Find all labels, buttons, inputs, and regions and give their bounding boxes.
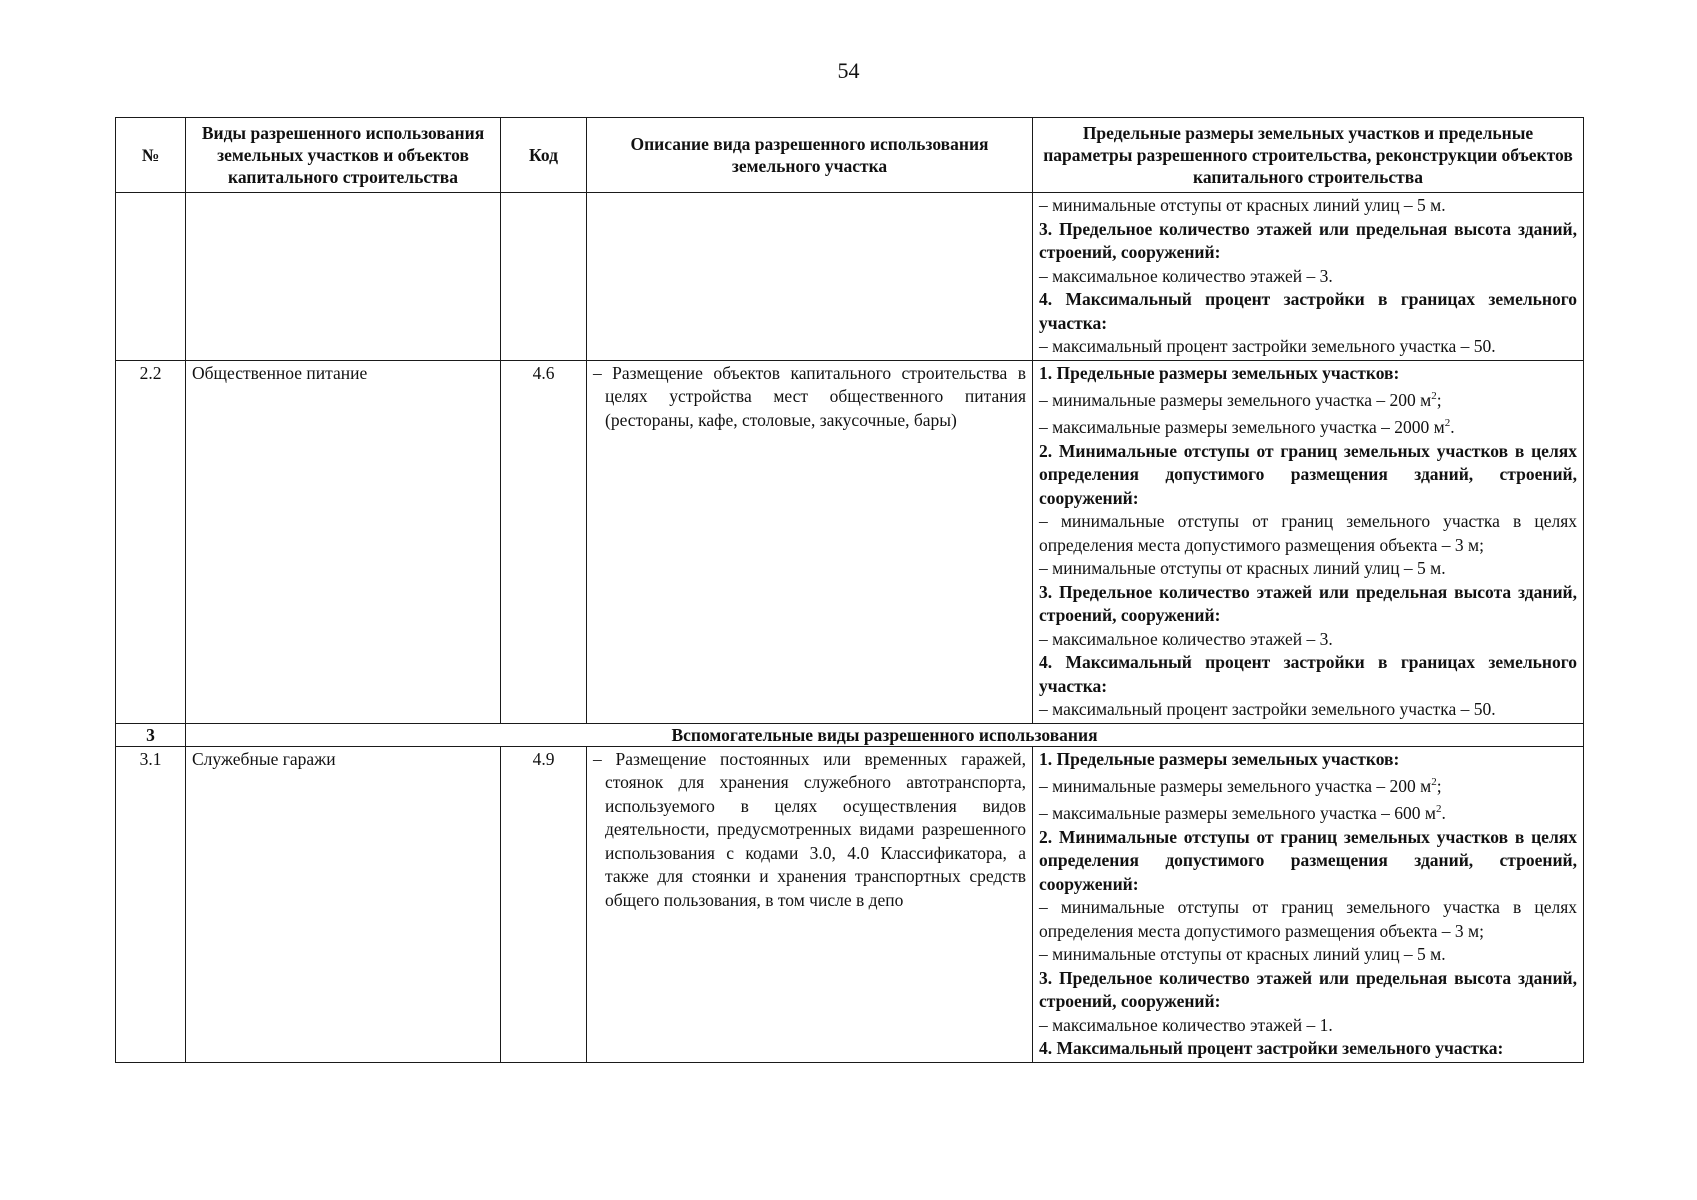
param-text: – максимальный процент застройки земельного участка – 50. — [1039, 336, 1496, 356]
cell-params — [1033, 193, 1584, 361]
cell-description — [587, 360, 1033, 723]
param-item — [1039, 943, 1577, 967]
param-text: 3. Предельное количество этажей или предельная высота зданий, строений, сооружений: — [1039, 581, 1577, 626]
param-text: – максимальное количество этажей – 3. — [1039, 628, 1333, 649]
description-text: – Размещение постоянных или временных гаражей, стоянок для хранения служебного автотранспорта, используемого в целях осуществления видов деятельности, предусмотренных видами разрешенного использования с кодами 3.0, 4.0 Классификатора, а также для стоянки и хранения транспортных средств общего пользования, в том числе в депо — [593, 748, 1026, 910]
header-types: Виды разрешенного использования земельных участков и объектов капитального строительства — [186, 118, 501, 193]
param-item — [1039, 557, 1577, 581]
param-text: – минимальные размеры земельного участка – 200 м — [1039, 389, 1432, 410]
cell-name: Общественное питание — [186, 360, 501, 723]
param-heading — [1039, 1037, 1577, 1061]
param-heading — [1039, 651, 1577, 698]
param-text: – минимальные отступы от красных линий улиц – 5 м. — [1039, 944, 1446, 965]
param-punctuation: . — [1450, 417, 1455, 438]
table-row-continued — [116, 193, 1584, 361]
param-heading — [1039, 748, 1577, 772]
header-no: № — [116, 118, 186, 193]
param-heading — [1039, 581, 1577, 628]
cell-params — [1033, 360, 1584, 723]
param-item — [1039, 896, 1577, 943]
land-use-table — [115, 117, 1584, 1063]
cell-name — [186, 193, 501, 361]
section-title: Вспомогательные виды разрешенного использования — [186, 723, 1584, 746]
param-text: 2. Минимальные отступы от границ земельных участков в целях определения допустимого размещения зданий, строений, сооружений: — [1039, 440, 1577, 508]
header-params: Предельные размеры земельных участков и предельные параметры разрешенного строительства, реконструкции объектов капитального строительства — [1033, 118, 1584, 193]
param-item — [1039, 335, 1577, 359]
cell-no: 2.2 — [116, 360, 186, 723]
param-text: – максимальный процент застройки земельного участка – 50. — [1039, 699, 1496, 720]
section-row-3 — [116, 723, 1584, 746]
param-text: – максимальное количество этажей – 1. — [1039, 1014, 1333, 1035]
cell-no: 3.1 — [116, 746, 186, 1062]
param-heading — [1039, 440, 1577, 511]
table-row-3-1 — [116, 746, 1584, 1062]
cell-params — [1033, 746, 1584, 1062]
section-no: 3 — [116, 723, 186, 746]
param-text: – минимальные отступы от границ земельного участка в целях определения места допустимого размещения объекта – 3 м; — [1039, 897, 1577, 941]
param-superscript: 2 — [1431, 776, 1437, 789]
cell-code: 4.9 — [501, 746, 587, 1062]
param-text: 3. Предельное количество этажей или предельная высота зданий, строений, сооружений: — [1039, 218, 1577, 262]
param-heading — [1039, 218, 1577, 265]
param-item — [1039, 798, 1577, 825]
param-punctuation: . — [1441, 803, 1446, 824]
cell-description — [587, 193, 1033, 361]
table-header-row — [116, 118, 1584, 193]
param-text: – минимальные отступы от границ земельного участка в целях определения места допустимого размещения объекта – 3 м; — [1039, 511, 1577, 555]
param-superscript: 2 — [1431, 390, 1437, 402]
param-text: 4. Максимальный процент застройки в границах земельного участка: — [1039, 289, 1577, 333]
param-heading — [1039, 362, 1577, 386]
param-item — [1039, 265, 1577, 289]
param-text: 4. Максимальный процент застройки земельного участка: — [1039, 1038, 1504, 1059]
param-text: – минимальные размеры земельного участка – 200 м — [1039, 775, 1432, 796]
page-number: 54 — [837, 58, 860, 83]
param-text: 3. Предельное количество этажей или предельная высота зданий, строений, сооружений: — [1039, 967, 1577, 1012]
param-text: 4. Максимальный процент застройки в границах земельного участка: — [1039, 652, 1577, 696]
param-superscript: 2 — [1444, 417, 1451, 430]
param-heading — [1039, 826, 1577, 897]
param-item — [1039, 385, 1577, 412]
param-text: 1. Предельные размеры земельных участков: — [1039, 362, 1400, 383]
param-item — [1039, 510, 1577, 557]
param-text: – максимальные размеры земельного участка – 600 м — [1039, 803, 1436, 824]
cell-description — [587, 746, 1033, 1062]
param-superscript: 2 — [1435, 803, 1442, 816]
param-item — [1039, 412, 1577, 439]
param-punctuation: ; — [1436, 389, 1442, 410]
cell-code — [501, 193, 587, 361]
cell-code: 4.6 — [501, 360, 587, 723]
param-item — [1039, 1014, 1577, 1038]
param-text: – минимальные отступы от красных линий улиц – 5 м. — [1039, 195, 1446, 215]
param-item — [1039, 771, 1577, 798]
param-item — [1039, 628, 1577, 652]
header-description: Описание вида разрешенного использования земельного участка — [587, 118, 1033, 193]
param-item — [1039, 698, 1577, 722]
param-text: – минимальные отступы от красных линий улиц – 5 м. — [1039, 558, 1446, 579]
param-item — [1039, 194, 1577, 218]
param-punctuation: ; — [1436, 775, 1442, 796]
header-code: Код — [501, 118, 587, 193]
param-text: 2. Минимальные отступы от границ земельных участков в целях определения допустимого размещения зданий, строений, сооружений: — [1039, 826, 1577, 894]
param-heading — [1039, 967, 1577, 1014]
table-row-2-2 — [116, 360, 1584, 723]
param-text: – максимальное количество этажей – 3. — [1039, 265, 1333, 286]
param-heading — [1039, 288, 1577, 335]
cell-no — [116, 193, 186, 361]
param-text: – максимальные размеры земельного участка – 2000 м — [1039, 417, 1445, 438]
param-text: 1. Предельные размеры земельных участков: — [1039, 748, 1400, 769]
cell-name: Служебные гаражи — [186, 746, 501, 1062]
description-text: – Размещение объектов капитального строительства в целях устройства мест общественного питания (рестораны, кафе, столовые, закусочные, бары) — [593, 362, 1026, 430]
